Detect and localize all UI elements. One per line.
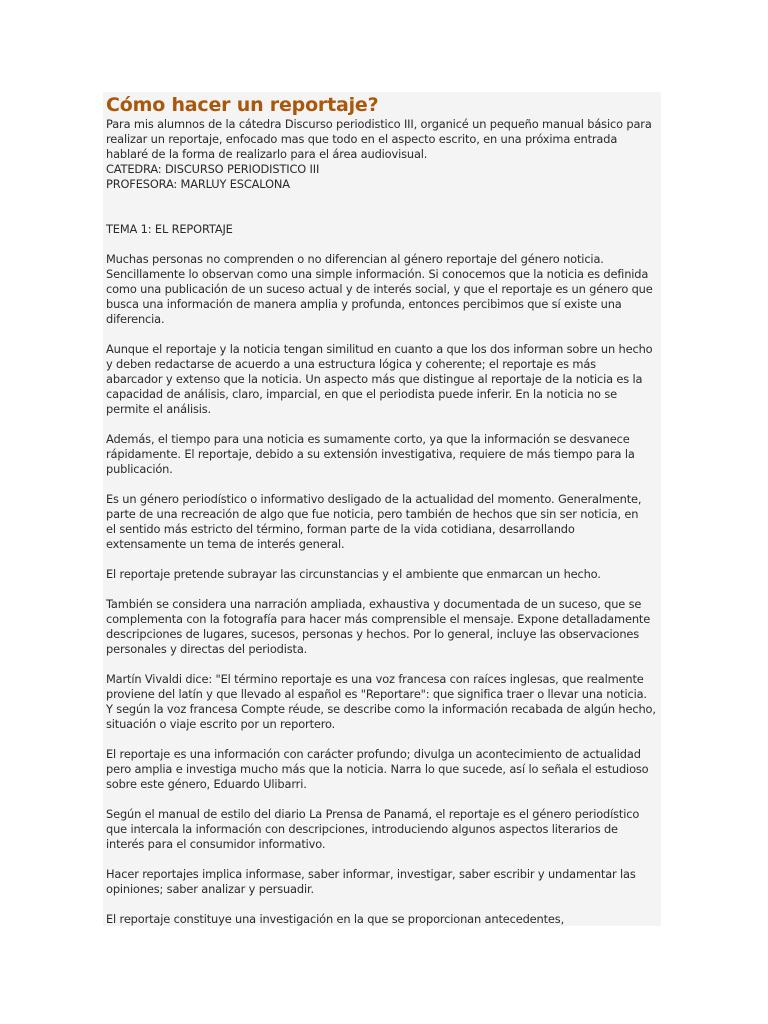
text-line: Aunque el reportaje y la noticia tengan similitud en cuanto a que los dos informan sobre un hecho — [106, 342, 653, 356]
text-line: busca una información de manera amplia y profunda, entonces percibimos que sí existe una — [106, 297, 622, 311]
text-line: Según el manual de estilo del diario La Prensa de Panamá, el reportaje es el género periodístico — [106, 807, 640, 821]
paragraph — [106, 597, 658, 657]
text-line: También se considera una narración ampliada, exhaustiva y documentada de un suceso, que se — [106, 597, 642, 611]
paragraph — [106, 252, 658, 327]
paragraph — [106, 342, 658, 417]
paragraph — [106, 867, 658, 897]
course-label: CATEDRA: DISCURSO PERIODISTICO III — [106, 162, 320, 176]
paragraph — [106, 567, 658, 582]
post-paragraphs — [106, 222, 658, 926]
text-line: Sencillamente lo observan como una simple información. Si conocemos que la noticia es definida — [106, 267, 649, 281]
text-line: como una publicación de un suceso actual y de interés social, y que el reportaje es un género que — [106, 282, 653, 296]
text-line: capacidad de análisis, claro, imparcial, en que el periodista puede inferir. En la noticia no se — [106, 387, 617, 401]
text-line: personales y directas del periodista. — [106, 642, 308, 656]
text-line: rápidamente. El reportaje, debido a su extensión investigativa, requiere de más tiempo para la — [106, 447, 635, 461]
text-line: situación o viaje escrito por un reportero. — [106, 717, 336, 731]
paragraph — [106, 492, 658, 552]
text-line: el sentido más estricto del término, forman parte de la vida cotidiana, desarrollando — [106, 522, 575, 536]
text-line: Además, el tiempo para una noticia es sumamente corto, ya que la información se desvanece — [106, 432, 630, 446]
text-line: Martín Vivaldi dice: "El término reportaje es una voz francesa con raíces inglesas, que realmente — [106, 672, 644, 686]
paragraph — [106, 432, 658, 477]
professor-label: PROFESORA: MARLUY ESCALONA — [106, 177, 290, 191]
text-line: complementa con la fotografía para hacer más comprensible el mensaje. Expone detalladamente — [106, 612, 651, 626]
text-line: abarcador y extenso que la noticia. Un aspecto más que distingue al reportaje de la noticia es la — [106, 372, 643, 386]
post-body — [106, 117, 658, 926]
text-line: interés para el consumidor informativo. — [106, 837, 326, 851]
text-line: El reportaje es una información con carácter profundo; divulga un acontecimiento de actualidad — [106, 747, 641, 761]
text-line: Hacer reportajes implica informase, saber informar, investigar, saber escribir y undamentar las — [106, 867, 636, 881]
blog-post — [103, 92, 661, 926]
paragraph — [106, 747, 658, 792]
intro-line: Para mis alumnos de la cátedra Discurso periodistico III, organicé un pequeño manual básico para — [106, 117, 652, 131]
text-line: TEMA 1: EL REPORTAJE — [106, 222, 233, 236]
text-line: Muchas personas no comprenden o no diferencian al género reportaje del género noticia. — [106, 252, 604, 266]
text-line: permite el análisis. — [106, 402, 212, 416]
text-line: proviene del latín y que llevado al español es "Reportare": que significa traer o llevar una noticia. — [106, 687, 647, 701]
text-line: pero amplia e investiga mucho más que la noticia. Narra lo que sucede, así lo señala el estudioso — [106, 762, 649, 776]
text-line: publicación. — [106, 462, 173, 476]
text-line: sobre este género, Eduardo Ulibarri. — [106, 777, 307, 791]
post-title: Cómo hacer un reportaje? — [106, 94, 379, 116]
paragraph — [106, 672, 658, 732]
paragraph — [106, 807, 658, 852]
section-heading — [106, 222, 658, 237]
text-line: y deben redactarse de acuerdo a una estructura lógica y coherente; el reportaje es más — [106, 357, 596, 371]
text-line: descripciones de lugares, sucesos, personas y hechos. Por lo general, incluye las observaciones — [106, 627, 640, 641]
post-intro — [106, 117, 658, 192]
text-line: Es un género periodístico o informativo desligado de la actualidad del momento. Generalmente, — [106, 492, 642, 506]
text-line: parte de una recreación de algo que fue noticia, pero también de hechos que sin ser noticia, en — [106, 507, 639, 521]
intro-line: realizar un reportaje, enfocado mas que todo en el aspecto escrito, en una próxima entrada — [106, 132, 618, 146]
text-line: El reportaje pretende subrayar las circunstancias y el ambiente que enmarcan un hecho. — [106, 567, 601, 581]
text-line: diferencia. — [106, 312, 165, 326]
paragraph — [106, 912, 658, 926]
text-line: que intercala la información con descripciones, introduciendo algunos aspectos literarios de — [106, 822, 618, 836]
text-line: extensamente un tema de interés general. — [106, 537, 345, 551]
intro-line: hablaré de la forma de realizarlo para el área audiovisual. — [106, 147, 428, 161]
text-line: Y según la voz francesa Compte réude, se describe como la información recabada de algún hecho, — [106, 702, 656, 716]
text-line: El reportaje constituye una investigación en la que se proporcionan antecedentes, — [106, 912, 565, 926]
text-line: opiniones; saber analizar y persuadir. — [106, 882, 314, 896]
